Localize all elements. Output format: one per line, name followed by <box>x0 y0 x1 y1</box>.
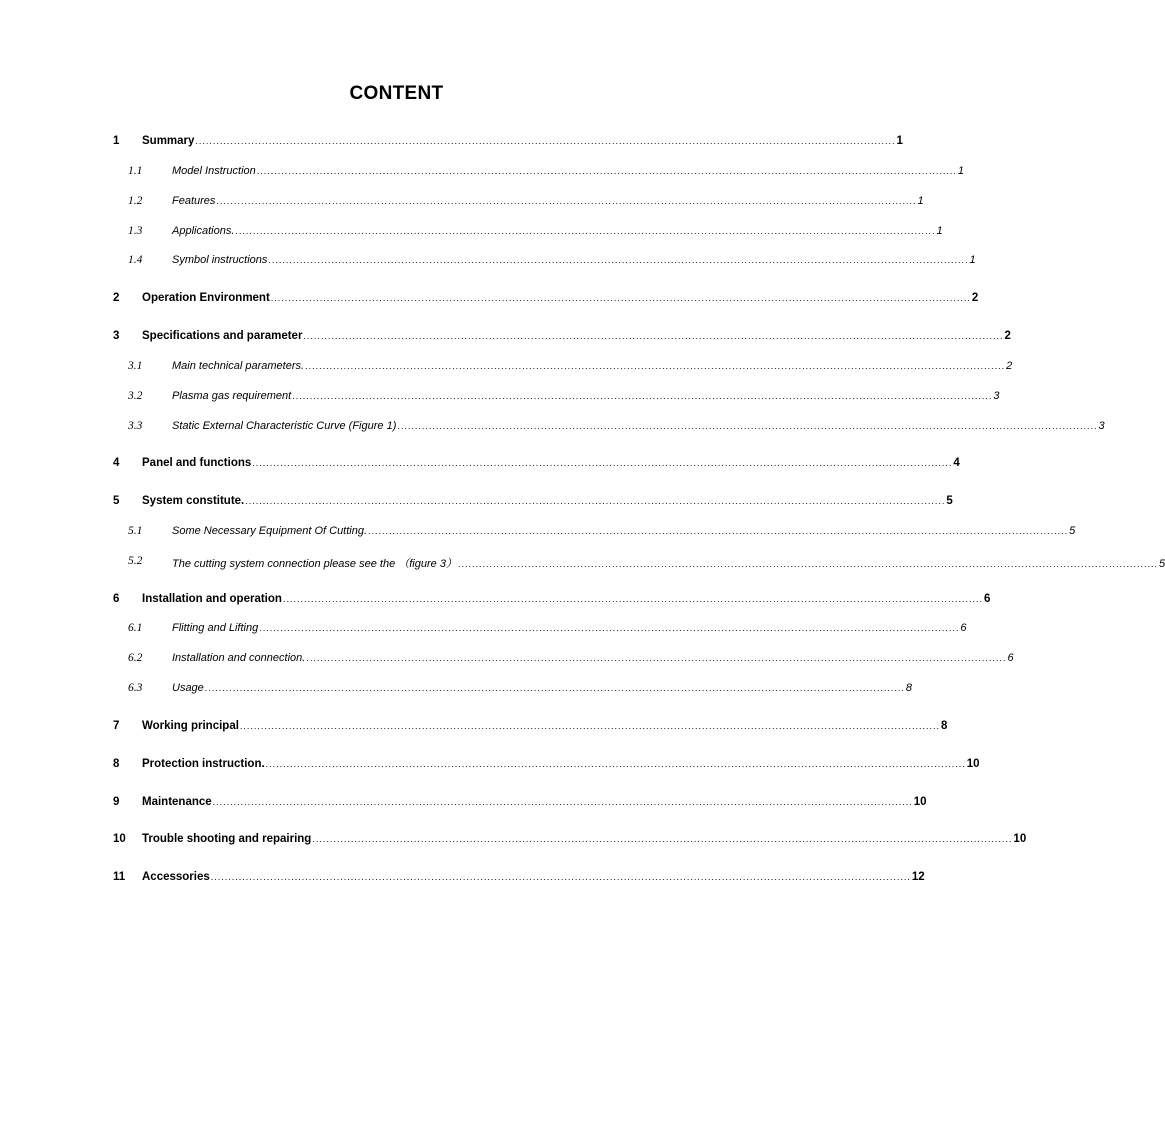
toc-number: 5.1 <box>128 525 143 537</box>
toc-page: 6 <box>960 622 967 634</box>
toc-entry[interactable] <box>0 871 925 889</box>
toc-entry[interactable] <box>0 652 1014 670</box>
toc-entry[interactable] <box>0 330 1011 348</box>
toc-number: 1.1 <box>128 165 143 177</box>
toc-page: 1 <box>936 225 943 237</box>
toc-page: 4 <box>953 457 960 469</box>
toc-page: 8 <box>905 682 913 694</box>
toc-title: Installation and connection. <box>172 652 306 664</box>
toc-title: Working principal <box>142 720 239 732</box>
toc-page: 10 <box>1013 833 1027 845</box>
toc-number: 9 <box>113 796 120 808</box>
toc-title: Applications. <box>172 225 235 237</box>
toc-entry[interactable] <box>0 225 943 243</box>
toc-number: 6.3 <box>128 682 143 694</box>
toc-number: 6.2 <box>128 652 143 664</box>
toc-page: 10 <box>913 796 927 808</box>
toc-leader: ........................................................................................................................................................................................................ <box>303 331 1004 341</box>
toc-number: 1.2 <box>128 195 143 207</box>
toc-leader: ........................................................................................................................................................................................................ <box>252 458 953 468</box>
toc-entry[interactable] <box>0 254 976 272</box>
toc-page: 8 <box>941 720 948 732</box>
toc-leader: ........................................................................................................................................................................................................ <box>195 136 896 146</box>
toc-leader: ........................................................................................................................................................................................................ <box>312 834 1013 844</box>
toc-number: 6.1 <box>128 622 143 634</box>
toc-title: Main technical parameters. <box>172 360 305 372</box>
toc-page: 3 <box>993 390 1000 402</box>
toc-number: 6 <box>113 593 120 605</box>
toc-number: 1.4 <box>128 254 143 266</box>
toc-title: Installation and operation <box>142 593 282 605</box>
toc-number: 4 <box>113 457 120 469</box>
toc-title: Plasma gas requirement <box>172 390 292 402</box>
toc-entry[interactable] <box>0 622 967 640</box>
toc-leader: ........................................................................................................................................................................................................ <box>210 872 911 882</box>
toc-title: Model Instruction <box>172 165 256 177</box>
toc-leader: ........................................................................................................................................................................................................ <box>235 226 936 236</box>
toc-leader: ........................................................................................................................................................................................................ <box>216 196 917 206</box>
toc-page: 2 <box>1004 330 1011 342</box>
toc-page: 3 <box>1098 420 1105 432</box>
toc-page: 1 <box>896 135 903 147</box>
toc-title: Symbol instructions <box>172 254 268 266</box>
toc-page: 10 <box>966 758 980 770</box>
toc-page: 6 <box>984 593 991 605</box>
toc-entry[interactable] <box>0 555 1165 573</box>
toc-leader: ........................................................................................................................................................................................................ <box>270 293 971 303</box>
toc-entry[interactable] <box>0 135 903 153</box>
toc-entry[interactable] <box>0 390 1000 408</box>
toc-number: 2 <box>113 292 120 304</box>
toc-entry[interactable] <box>0 420 1105 438</box>
toc-title: Features <box>172 195 216 207</box>
toc-entry[interactable] <box>0 195 924 213</box>
toc-number: 11 <box>113 871 126 883</box>
page-title: CONTENT <box>349 83 444 104</box>
toc-entry[interactable] <box>0 833 1027 851</box>
toc-leader: ........................................................................................................................................................................................................ <box>397 421 1098 431</box>
toc-leader: ........................................................................................................................................................................................................ <box>292 391 993 401</box>
toc-title: Static External Characteristic Curve (Figure 1) <box>172 420 397 432</box>
toc-entry[interactable] <box>0 165 964 183</box>
toc-title: System constitute. <box>142 495 245 507</box>
toc-number: 3.3 <box>128 420 143 432</box>
toc-number: 5 <box>113 495 120 507</box>
toc-leader: ........................................................................................................................................................................................................ <box>306 653 1007 663</box>
toc-leader: ........................................................................................................................................................................................................ <box>457 559 1159 569</box>
toc-leader: ........................................................................................................................................................................................................ <box>282 594 984 604</box>
toc-leader: ........................................................................................................................................................................................................ <box>268 255 969 265</box>
toc-leader: ........................................................................................................................................................................................................ <box>265 759 966 769</box>
toc-leader: ........................................................................................................................................................................................................ <box>245 496 946 506</box>
toc-title: Usage <box>172 682 204 694</box>
toc-title: Specifications and parameter <box>142 330 303 342</box>
toc-leader: ........................................................................................................................................................................................................ <box>259 623 960 633</box>
toc-number: 10 <box>113 833 126 845</box>
toc-title: Trouble shooting and repairing <box>142 833 312 845</box>
toc-title: Protection instruction. <box>142 758 265 770</box>
toc-number: 3.1 <box>128 360 143 372</box>
toc-leader: ........................................................................................................................................................................................................ <box>368 526 1069 536</box>
toc-leader: ........................................................................................................................................................................................................ <box>239 721 941 731</box>
toc-title: The cutting system connection please see the （figure 3） <box>172 558 457 570</box>
toc-title: Summary <box>142 135 195 147</box>
toc-title: Some Necessary Equipment Of Cutting. <box>172 525 368 537</box>
toc-entry[interactable] <box>0 682 913 700</box>
toc-number: 8 <box>113 758 120 770</box>
toc-leader: ........................................................................................................................................................................................................ <box>305 361 1006 371</box>
toc-number: 7 <box>113 720 120 732</box>
toc-title: Panel and functions <box>142 457 252 469</box>
toc-page: 5 <box>1159 558 1165 570</box>
toc-page: 5 <box>1069 525 1076 537</box>
toc-number: 3 <box>113 330 120 342</box>
toc-page: 1 <box>969 254 976 266</box>
toc-page: 2 <box>971 292 979 304</box>
toc-page: 5 <box>946 495 953 507</box>
toc-entry[interactable] <box>0 720 948 738</box>
toc-page: 1 <box>917 195 924 207</box>
toc-page: 12 <box>911 871 925 883</box>
toc-entry[interactable] <box>0 593 991 611</box>
toc-leader: ........................................................................................................................................................................................................ <box>204 683 905 693</box>
toc-entry[interactable] <box>0 758 980 776</box>
toc-number: 1 <box>113 135 120 147</box>
toc-entry[interactable] <box>0 360 1013 378</box>
toc-entry[interactable] <box>0 525 1076 543</box>
toc-leader: ........................................................................................................................................................................................................ <box>212 797 913 807</box>
toc-number: 3.2 <box>128 390 143 402</box>
toc-leader: ........................................................................................................................................................................................................ <box>256 166 957 176</box>
toc-entry[interactable] <box>0 495 953 513</box>
toc-page: 2 <box>1006 360 1013 372</box>
toc-entry[interactable] <box>0 796 927 814</box>
toc-number: 5.2 <box>128 555 143 567</box>
toc-entry[interactable] <box>0 292 979 310</box>
toc-title: Maintenance <box>142 796 212 808</box>
toc-page: 6 <box>1007 652 1014 664</box>
toc-number: 1.3 <box>128 225 143 237</box>
toc-page: 1 <box>957 165 964 177</box>
toc-title: Flitting and Lifting <box>172 622 259 634</box>
toc-entry[interactable] <box>0 457 960 475</box>
toc-title: Accessories <box>142 871 210 883</box>
toc-title: Operation Environment <box>142 292 270 304</box>
